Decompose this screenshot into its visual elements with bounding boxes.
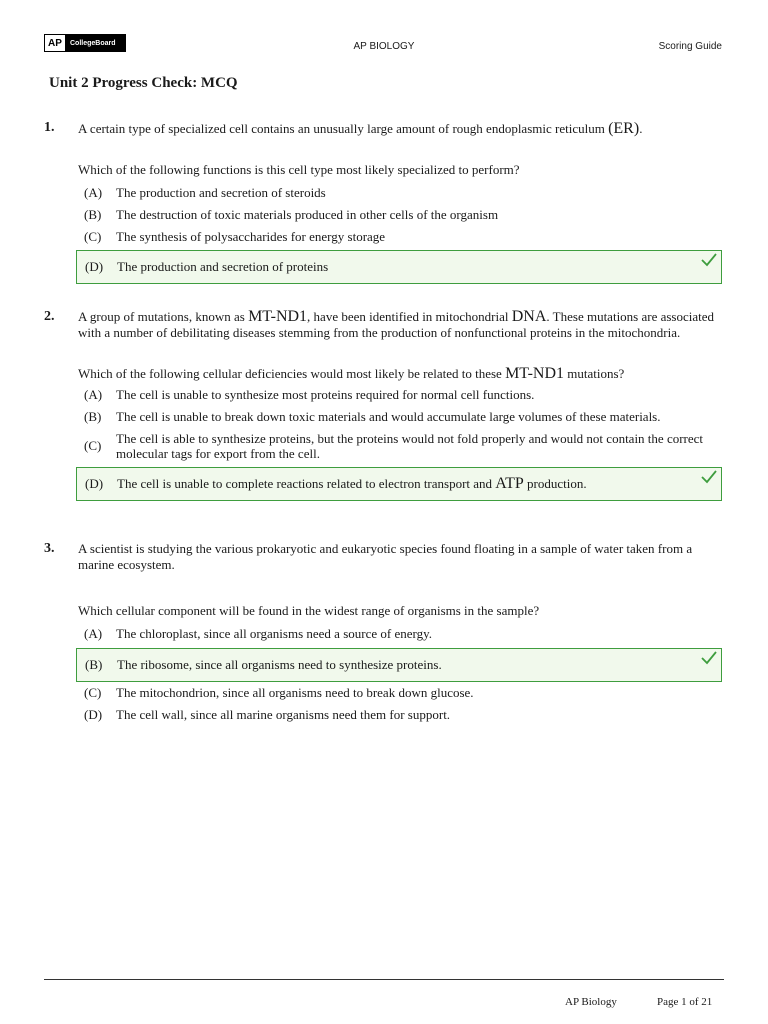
stem-text: A certain type of specialized cell contains an unusually large amount of rough endoplasmic reticulum	[78, 121, 609, 136]
question-2	[44, 309, 724, 501]
choice-text-part: The cell is unable to complete reactions related to electron transport and	[117, 476, 496, 491]
choice-letter: (B)	[84, 207, 102, 222]
question-3	[44, 541, 724, 726]
choice-b[interactable]	[76, 204, 722, 226]
choice-c[interactable]	[76, 226, 722, 248]
stem-term: DNA	[511, 308, 547, 325]
page-number: Page 1 of 21	[657, 996, 713, 1008]
choice-d[interactable]	[76, 704, 722, 726]
stem-text: .	[639, 121, 643, 136]
choice-c[interactable]	[76, 428, 722, 464]
choice-a[interactable]	[76, 182, 722, 204]
choice-text: The ribosome, since all organisms need to synthesize proteins.	[117, 657, 442, 672]
choice-letter: (D)	[84, 707, 103, 722]
collegeboard-logo-text: CollegeBoard	[66, 34, 126, 52]
footer-divider	[44, 979, 724, 980]
choice-text: The production and secretion of steroids	[116, 185, 326, 200]
prompt-text: Which of the following cellular deficiencies would most likely be related to these	[78, 366, 506, 381]
choice-a[interactable]	[76, 623, 722, 645]
choice-letter: (C)	[84, 229, 102, 244]
choice-b[interactable]	[76, 406, 722, 428]
choice-text: The mitochondrion, since all organisms need to break down glucose.	[116, 685, 474, 700]
stem-term: MT-ND1	[248, 308, 308, 325]
ap-logo-mark: AP	[44, 34, 66, 52]
question-stem	[78, 309, 724, 341]
choice-b-correct[interactable]	[76, 648, 722, 682]
choice-text: The cell is able to synthesize proteins, but the proteins would not fold properly and would not contain the correct molecular tags for export from the cell.	[116, 431, 704, 461]
choice-text-part: production.	[523, 476, 587, 491]
stem-text: . These mutations are associated with a number of debilitating diseases stemming from the production of nonfunctional proteins in the mitochondria.	[78, 309, 715, 340]
prompt-term: MT-ND1	[505, 365, 565, 382]
page-title: Unit 2 Progress Check: MCQ	[49, 75, 238, 91]
choice-text	[117, 476, 587, 491]
choice-text: The cell wall, since all marine organisms need them for support.	[116, 707, 451, 722]
question-stem	[78, 120, 724, 137]
prompt-text: mutations?	[564, 366, 625, 381]
question-number: 3.	[44, 541, 55, 556]
header-scoring-guide: Scoring Guide	[658, 41, 722, 52]
checkmark-icon	[701, 651, 717, 665]
choice-letter: (A)	[84, 185, 103, 200]
choice-letter: (C)	[84, 685, 102, 700]
choice-text: The cell is unable to synthesize most proteins required for normal cell functions.	[116, 387, 535, 402]
question-prompt: Which of the following functions is this cell type most likely specialized to perform?	[78, 162, 520, 177]
choice-letter: (D)	[85, 476, 104, 491]
checkmark-icon	[701, 253, 717, 267]
choice-text: The destruction of toxic materials produced in other cells of the organism	[116, 207, 499, 222]
choice-letter: (A)	[84, 626, 103, 641]
choice-a[interactable]	[76, 384, 722, 406]
choice-text: The cell is unable to break down toxic materials and would accumulate large volumes of these materials.	[116, 409, 661, 424]
choice-c[interactable]	[76, 682, 722, 704]
question-prompt	[78, 366, 724, 382]
choice-text: The production and secretion of proteins	[117, 259, 329, 274]
choice-letter: (D)	[85, 259, 104, 274]
choice-letter: (C)	[84, 438, 102, 453]
question-number: 1.	[44, 120, 55, 135]
question-prompt: Which cellular component will be found in the widest range of organisms in the sample?	[78, 603, 540, 618]
header-subject: AP BIOLOGY	[353, 41, 415, 52]
checkmark-icon	[701, 470, 717, 484]
choice-d-correct[interactable]	[76, 250, 722, 284]
stem-text: A group of mutations, known as	[78, 309, 249, 324]
choice-letter: (B)	[85, 657, 103, 672]
footer-subject: AP Biology	[565, 996, 617, 1008]
question-1	[44, 120, 724, 284]
stem-term: (ER)	[608, 120, 640, 137]
choice-term: ATP	[495, 475, 524, 492]
stem-text: , have been identified in mitochondrial	[307, 309, 512, 324]
question-stem: A scientist is studying the various prokaryotic and eukaryotic species found floating in a sample of water taken from a marine ecosystem.	[78, 541, 693, 572]
choice-letter: (A)	[84, 387, 103, 402]
choice-text: The synthesis of polysaccharides for energy storage	[116, 229, 386, 244]
choice-d-correct[interactable]	[76, 467, 722, 501]
choice-text: The chloroplast, since all organisms need a source of energy.	[116, 626, 432, 641]
question-number: 2.	[44, 309, 55, 324]
choice-letter: (B)	[84, 409, 102, 424]
